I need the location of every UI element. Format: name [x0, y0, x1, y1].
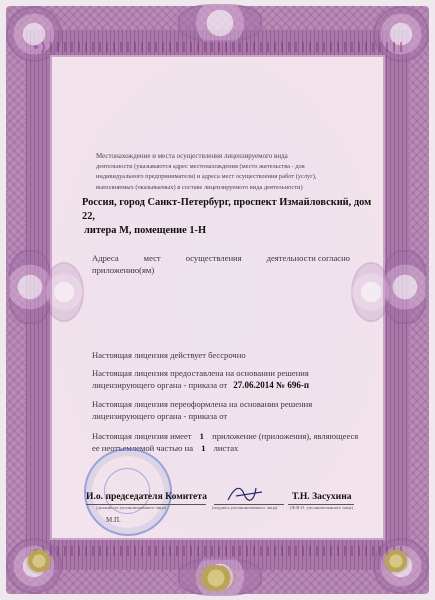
order-date-number: 27.06.2014 № 696-п: [233, 380, 310, 390]
signatory-name-text: Т.Н. Засухина: [292, 491, 352, 502]
granted-line-2: [92, 379, 362, 391]
address-line-1: Россия, город Санкт-Петербург, проспект Измайловский, дом 22,: [82, 197, 372, 222]
signature-caption: [212, 505, 277, 510]
address-block: [82, 196, 382, 238]
annex-sheets-suffix: листах: [213, 443, 239, 453]
location-heading-line-1: Местонахождение и места осуществления лицензируемого вида: [96, 152, 288, 160]
name-caption-text: (Ф.И.О. уполномоченного лица): [290, 505, 353, 510]
annex-sheets-prefix: ее неотъемлемой частью на: [92, 443, 194, 453]
top-ornament-center: [178, 4, 262, 42]
appendix-line-2: приложению(ям): [92, 265, 155, 275]
handwritten-signature: [226, 482, 266, 504]
name-caption: [290, 505, 353, 510]
granted-line-1: Настоящая лицензия предоставлена на основании решения: [92, 368, 309, 378]
annex-suffix: приложение (приложения), являющееся: [212, 431, 359, 441]
appendix-word-3: осуществления: [185, 253, 242, 263]
signature-caption-text: (подпись уполномоченного лица): [212, 505, 278, 510]
location-heading-line-2: деятельности (указываются адрес местонахождения (место жительства - для: [96, 162, 305, 170]
position-caption-text: (должность уполномоченного лица): [96, 505, 167, 510]
sheets-count: 1: [201, 443, 206, 453]
appendix-word-2: мест: [143, 253, 161, 263]
seal-place-text: М.П.: [106, 516, 121, 524]
location-heading-line-3: индивидуального предпринимателя) и адреса мест осуществления работ (услуг),: [96, 173, 317, 180]
validity-text: Настоящая лицензия действует бессрочно: [92, 350, 246, 360]
corner-ornament-top-left: [6, 6, 62, 62]
gold-ornament-left: [26, 548, 52, 574]
gold-ornament-bottom: [196, 565, 236, 591]
reissued-line-2: лицензирующего органа - приказа от: [92, 411, 228, 421]
reissued-block: [92, 398, 362, 422]
reissued-line-1: Настоящая лицензия переоформлена на основании решения: [92, 399, 313, 409]
appendix-count: 1: [199, 431, 204, 441]
inner-rosette-right: [351, 262, 391, 322]
location-heading: [96, 151, 356, 193]
signatory-name: [292, 491, 352, 502]
granted-prefix: лицензирующего органа - приказа от: [92, 380, 228, 390]
appendix-note: [92, 252, 350, 276]
appendix-line-1: [92, 252, 350, 264]
position-caption: [96, 505, 166, 510]
appendix-word-1: Адреса: [92, 253, 119, 263]
granted-block: [92, 367, 362, 391]
inner-rosette-left: [44, 262, 84, 322]
seal-place-label: [106, 516, 121, 524]
corner-ornament-top-right: [373, 6, 429, 62]
annex-line-1: [92, 430, 372, 442]
appendix-word-4: деятельности согласно: [266, 253, 350, 263]
gold-ornament-right: [383, 548, 409, 574]
signatory-position-text: И.о. председателя Комитета: [86, 491, 207, 502]
location-heading-line-4: выполняемых (оказываемых) в составе лицензируемого вида деятельности): [96, 183, 303, 191]
top-wave-band: [30, 42, 405, 52]
annex-prefix: Настоящая лицензия имеет: [92, 431, 192, 441]
validity-statement: [92, 349, 246, 361]
signatory-position: [86, 491, 207, 502]
bottom-wave-band: [30, 546, 405, 556]
address-line-2: литера М, помещение 1-Н: [84, 225, 207, 236]
